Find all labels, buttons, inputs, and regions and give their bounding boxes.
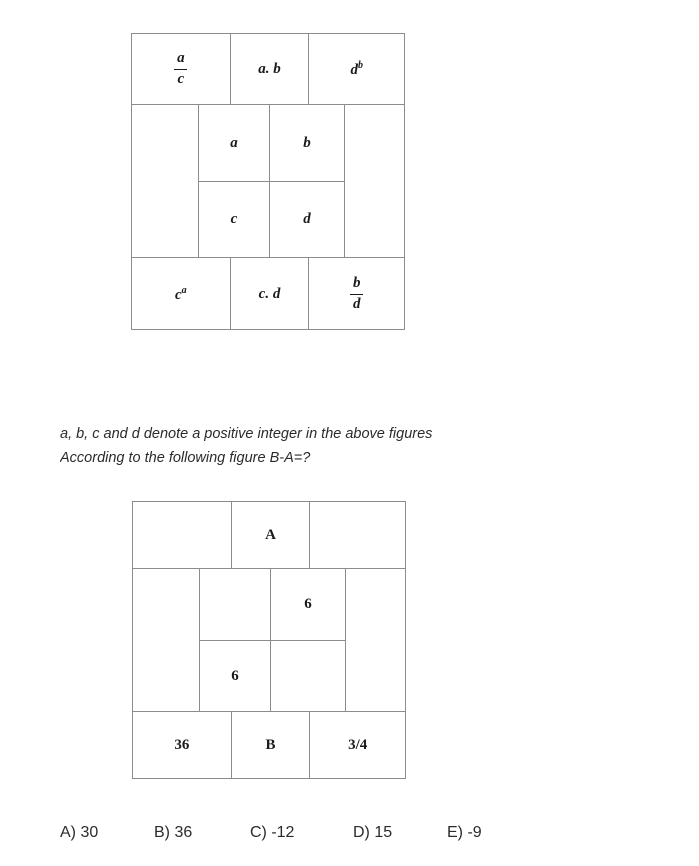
fraction-bar (174, 69, 187, 70)
question-line-2: According to the following figure B-A=? (60, 450, 311, 466)
answer-choices (60, 824, 640, 852)
answer-choice-a[interactable]: A) 30 (60, 824, 99, 841)
cell-a-times-b: a. b (231, 34, 310, 104)
cell-d: d (303, 211, 311, 227)
inner-row-bottom (199, 182, 344, 257)
answer-choice-d[interactable]: D) 15 (353, 824, 393, 841)
fraction-numerator: b (352, 274, 361, 291)
values-figure-inner-grid (199, 569, 346, 711)
cell-c: c (199, 182, 270, 257)
variable-figure-bottom-row (132, 258, 404, 330)
cell-b: b (303, 134, 311, 151)
variable-figure-top-row (132, 34, 404, 104)
values-figure-bottom-row (133, 712, 405, 779)
values-figure-middle-band (133, 569, 405, 711)
cell-a-over-c (132, 34, 231, 104)
power-exponent: b (357, 59, 363, 71)
power-d-b (350, 60, 363, 79)
value-cell-b: 6 (304, 596, 312, 612)
cell-a: a (199, 105, 270, 181)
question-line-1: a, b, c and d denote a positive integer in the above figures (60, 426, 433, 442)
value-cell-d (271, 641, 345, 711)
value-cell-a (200, 569, 271, 640)
power-base: d (350, 61, 358, 78)
inner-row-top (199, 105, 344, 181)
power-base: c (174, 286, 182, 303)
value-cell-d-pow-b (310, 502, 405, 568)
fraction-denominator: d (352, 295, 361, 312)
cell-c-times-d: c. d (231, 258, 310, 330)
fraction-bar (350, 294, 363, 295)
answer-choice-b[interactable]: B) 36 (154, 824, 193, 841)
cell-b-over-d (309, 258, 404, 330)
power-c-a (175, 285, 187, 304)
cell-c-pow-a (132, 258, 231, 330)
variable-figure (131, 33, 405, 330)
value-cell-A: A (232, 502, 311, 568)
fraction-numerator: a (177, 49, 185, 66)
power-exponent: a (181, 284, 187, 296)
answer-choice-c[interactable]: C) -12 (250, 824, 295, 841)
variable-figure-inner-grid (198, 105, 345, 257)
value-cell-a-over-c (133, 502, 232, 568)
values-figure (132, 501, 406, 779)
cell-d-pow-b (309, 34, 404, 104)
question-text (60, 422, 513, 470)
values-figure-top-row (133, 502, 405, 568)
value-cell-c: 6 (200, 641, 271, 711)
answer-choice-e[interactable]: E) -9 (447, 824, 482, 841)
fraction-b-over-d (350, 276, 363, 313)
inner-row-bottom (200, 641, 345, 711)
fraction-a-over-c (174, 51, 187, 88)
fraction-denominator: c (177, 70, 185, 87)
value-cell-b-over-d: 3/4 (348, 737, 368, 753)
inner-row-top (200, 569, 345, 640)
value-cell-c-pow-a: 36 (133, 712, 232, 779)
value-cell-B: B (232, 712, 311, 779)
variable-figure-middle-band (132, 105, 404, 257)
